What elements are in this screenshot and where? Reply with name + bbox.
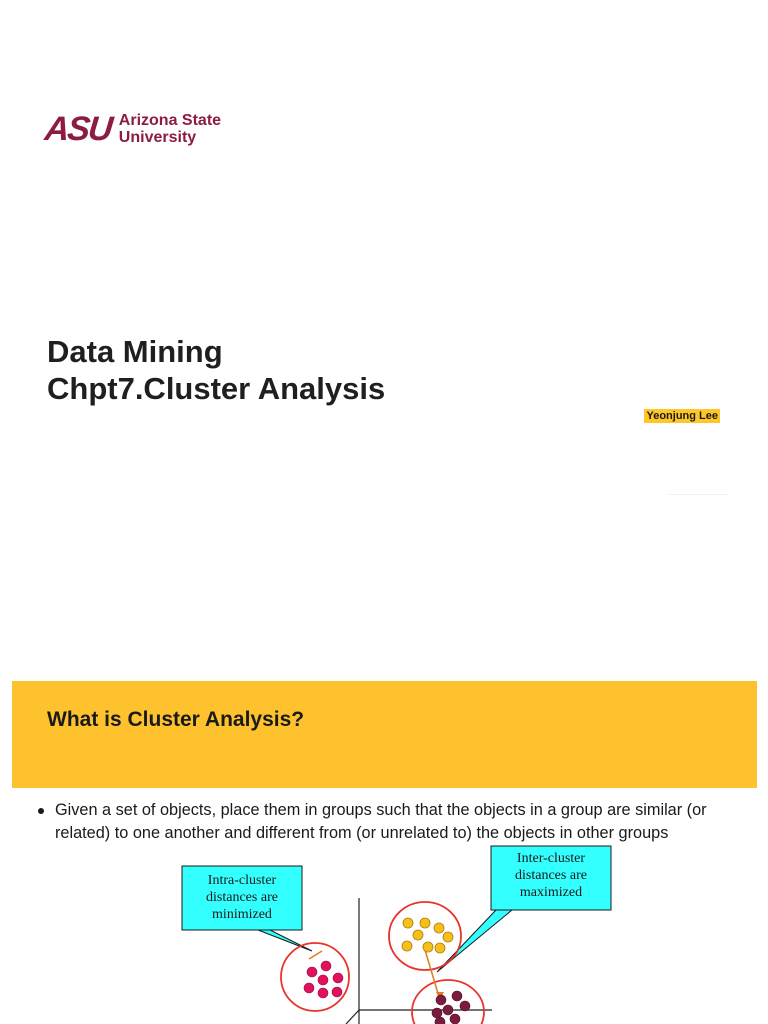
intra-line-3: minimized bbox=[212, 907, 272, 922]
maroon-point bbox=[460, 1001, 470, 1011]
pink-point bbox=[332, 987, 342, 997]
inter-line-3: maximized bbox=[519, 885, 583, 900]
title-line-2: Chpt7.Cluster Analysis bbox=[47, 371, 386, 406]
intra-line-2: distances are bbox=[206, 890, 278, 905]
bullet-text: Given a set of objects, place them in groups such that the objects in a group are similar (or related) to one another and different from (or unrelated to) the objects in other groups bbox=[55, 801, 707, 842]
pink-point bbox=[321, 961, 331, 971]
maroon-point bbox=[436, 995, 446, 1005]
section-heading: What is Cluster Analysis? bbox=[47, 708, 305, 731]
maroon-point bbox=[450, 1014, 460, 1024]
yellow-point bbox=[443, 932, 453, 942]
yellow-point bbox=[435, 943, 445, 953]
logo-line-2: University bbox=[118, 129, 197, 146]
yellow-point bbox=[403, 918, 413, 928]
pink-point bbox=[307, 967, 317, 977]
maroon-points bbox=[432, 991, 470, 1024]
yellow-point bbox=[423, 942, 433, 952]
author-name: Yeonjung Lee bbox=[646, 410, 718, 422]
intra-line-1: Intra-cluster bbox=[207, 873, 277, 888]
pink-point bbox=[318, 975, 328, 985]
title-line-1: Data Mining bbox=[47, 334, 223, 369]
yellow-point bbox=[420, 918, 430, 928]
pink-point bbox=[333, 973, 343, 983]
pink-point bbox=[318, 988, 328, 998]
intra-callout-pointer bbox=[258, 930, 312, 951]
maroon-point bbox=[435, 1017, 445, 1024]
maroon-cluster-ring bbox=[412, 980, 484, 1024]
z-axis bbox=[346, 1010, 359, 1024]
intra-distance-arrow bbox=[309, 951, 322, 959]
maroon-point bbox=[432, 1008, 442, 1018]
yellow-point bbox=[434, 923, 444, 933]
pink-points bbox=[304, 961, 343, 998]
yellow-point bbox=[413, 930, 423, 940]
inter-line-2: distances are bbox=[515, 868, 587, 883]
inter-line-1: Inter-cluster bbox=[516, 851, 586, 866]
yellow-points bbox=[402, 918, 453, 953]
pink-point bbox=[304, 983, 314, 993]
yellow-point bbox=[402, 941, 412, 951]
logo-line-1: Arizona State bbox=[118, 112, 222, 129]
maroon-point bbox=[452, 991, 462, 1001]
logo-mark: ASU bbox=[43, 110, 113, 148]
maroon-point bbox=[443, 1005, 453, 1015]
